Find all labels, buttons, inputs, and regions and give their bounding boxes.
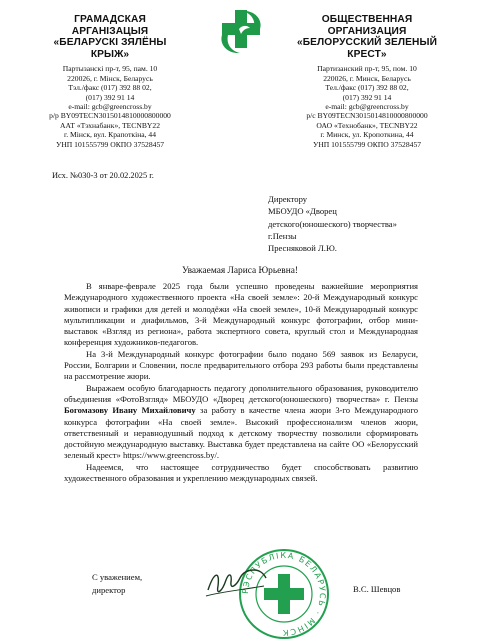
stamp-text: РЭСПУБЛІКА БЕЛАРУСЬ · МІНСК <box>240 550 328 638</box>
org-name-belarusian: ГРАМАДСКАЯ АРГАНІЗАЦЫЯ «БЕЛАРУСКІ ЗЯЛЁНЫ КРЫЖ» <box>53 14 167 60</box>
paragraph-3: Выражаем особую благодарность педагогу дополнительного образования, руководителю объединения «ФотоВзгляд» МБОУДО «Дворец детского(юношеского) творчества» г. Пензы Богомазову Ивану Михайловичу за работу в качестве члена жюри 3-го Международного конкурса фотографии «На своей земле». Высокий профессионализм членов жюри, ответственный и неравнодушный подход к детскому творчеству позволили сформировать достойную международную выставку. Выставка будет представлена на сайте ОО «Белорусский зеленый крест» https://www.greencross.by/. <box>64 382 419 461</box>
signer-title: директор <box>92 584 126 595</box>
handwritten-signature-icon <box>204 564 270 600</box>
recipient-line: детского(юношеского) творчества» <box>268 218 397 229</box>
recipient-line: Директору <box>268 194 308 204</box>
header-left <box>20 14 200 149</box>
recipient-line: г.Пензы <box>268 230 297 241</box>
header-right <box>272 14 462 149</box>
org-details-belarusian: Партызанскі пр-т, 95, пам. 10 220026, г. Мінск, Беларусь Тэл./факс (017) 392 88 02, (017) 392 91 14 e-mail: gcb@greencross.by р/р BY09TECN3015014810000800000 ААТ «Тэхнабанк», TECNBY22 г. Мінск, вул. Крапоткіна, 44 УНП 101555799 ОКПО 37528457 <box>49 64 171 149</box>
paragraph-2: На 3-й Международный конкурс фотографии было подано 569 заявок из Беларуси, России, Болгарии и Словении, после предварительного отбора 293 работы были представлены на рассмотрение жюри. <box>64 348 418 382</box>
closing-phrase: С уважением, <box>92 572 143 582</box>
recipient-line: МБОУДО «Дворец <box>268 206 337 217</box>
paragraph-4: Надеемся, что настоящее сотрудничество будет способствовать развитию художественного образования и укреплению международных связей. <box>64 461 418 484</box>
paragraph-1: В январе-феврале 2025 года были успешно проведены важнейшие мероприятия Международного художественного проекта «На своей земле»: 20-й Международный конкурс живописи и графики для детей и молодёжи «На своей земле», 10-й Международный конкурс мультипликации и диафильмов, 3-й Международный конкурс фотографии, отбор мини-выставок «Взгляд из региона», работа экспертного совета, круглый стол и Международная конференция художников-педагогов. <box>64 281 418 348</box>
salutation: Уважаемая Лариса Юрьевна! <box>181 266 299 276</box>
letter-body <box>64 281 418 484</box>
org-name-russian: ОБЩЕСТВЕННАЯ ОРГАНИЗАЦИЯ «БЕЛОРУССКИЙ ЗЕЛЕНЫЙ КРЕСТ» <box>296 14 438 60</box>
outgoing-reference: Исх. №030-3 от 20.02.2025 г. <box>52 171 154 180</box>
green-cross-logo-icon <box>216 8 266 56</box>
recipient-block <box>268 193 397 254</box>
org-details-russian: Партизанский пр-т, 95, пом. 10 220026, г. Минск, Беларусь Тел./факс (017) 392 88 02, (017) 392 91 14 e-mail: gcb@greencross.by р/с BY09TECN3015014810000800000 ОАО «Технобанк», TECNBY22 г. Минск, ул. Кропоткина, 44 УНП 101555799 ОКПО 37528457 <box>306 64 428 149</box>
signoff-block <box>92 571 142 596</box>
recipient-line: Пресняковой Л.Ю. <box>268 243 337 254</box>
signer-name: В.С. Шевцов <box>353 584 401 594</box>
honoree-name: Богомазову Ивану Михайловичу <box>64 405 196 416</box>
